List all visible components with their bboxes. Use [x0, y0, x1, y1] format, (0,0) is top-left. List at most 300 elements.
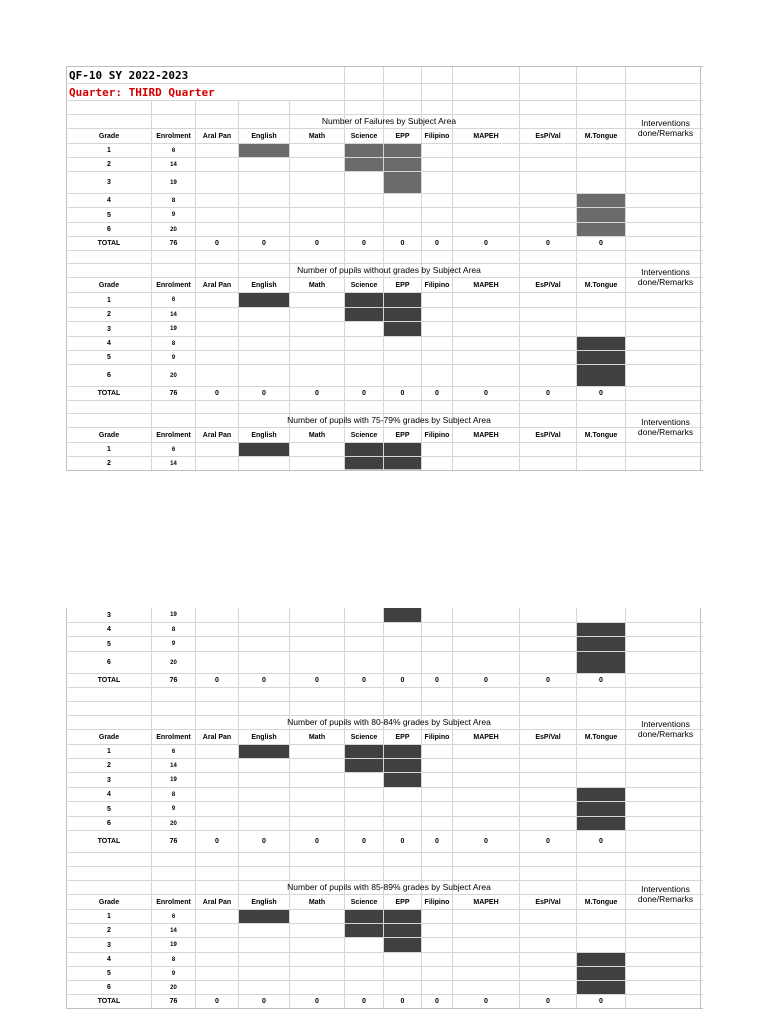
value-cell: [453, 365, 520, 386]
table-row: [66, 802, 703, 817]
value-cell: [239, 365, 290, 386]
value-cell: [239, 208, 290, 222]
subject-header: M.Tongue: [577, 730, 626, 744]
grade-cell: 5: [66, 967, 152, 980]
value-cell: [196, 194, 239, 207]
value-cell: [453, 817, 520, 830]
value-cell: [290, 144, 345, 157]
enrolment-cell: 8: [152, 337, 196, 350]
remarks-cell: [626, 652, 701, 673]
value-cell: [422, 365, 453, 386]
table-row: [66, 817, 703, 831]
enrolment-header: Enrolment: [152, 278, 196, 292]
report-page-2: [66, 608, 703, 1009]
total-value: 0: [384, 831, 422, 852]
enrolment-cell: 19: [152, 938, 196, 952]
remarks-cell: [626, 759, 701, 772]
value-cell: [345, 172, 384, 193]
value-cell: [345, 208, 384, 222]
grade-cell: 1: [66, 745, 152, 758]
value-cell: [520, 759, 577, 772]
total-row: [66, 237, 703, 251]
value-cell: [520, 337, 577, 350]
table-row: [66, 322, 703, 337]
value-cell: [384, 457, 422, 470]
value-cell: [290, 817, 345, 830]
enrolment-cell: 20: [152, 817, 196, 830]
grade-cell: 4: [66, 788, 152, 801]
value-cell: [196, 208, 239, 222]
interventions-label-line1: Interventions: [641, 719, 690, 729]
spacer-row: [66, 853, 703, 867]
value-cell: [453, 223, 520, 236]
grade-cell: 3: [66, 322, 152, 336]
spacer-row: [66, 401, 703, 414]
remarks-cell: [626, 817, 701, 830]
subject-header: Science: [345, 895, 384, 909]
value-cell: [384, 652, 422, 673]
remarks-cell: [626, 365, 701, 386]
value-cell: [453, 322, 520, 336]
subject-header: English: [239, 278, 290, 292]
value-cell: [422, 788, 453, 801]
table-row: [66, 158, 703, 172]
total-value: 0: [577, 995, 626, 1008]
enrolment-cell: 8: [152, 953, 196, 966]
value-cell: [345, 457, 384, 470]
value-cell: [422, 953, 453, 966]
total-value: 0: [345, 995, 384, 1008]
subject-header: Filipino: [422, 129, 453, 143]
total-label: TOTAL: [66, 237, 152, 250]
grade-cell: 4: [66, 194, 152, 207]
value-cell: [577, 194, 626, 207]
total-value: 0: [422, 237, 453, 250]
total-value: 0: [345, 237, 384, 250]
interventions-label-line1: Interventions: [641, 884, 690, 894]
value-cell: [196, 745, 239, 758]
subject-header: EPP: [384, 895, 422, 909]
table-row: [66, 608, 703, 623]
value-cell: [384, 967, 422, 980]
total-row: [66, 387, 703, 401]
value-cell: [577, 608, 626, 622]
value-cell: [196, 223, 239, 236]
total-value: 0: [453, 237, 520, 250]
value-cell: [453, 759, 520, 772]
table-row: [66, 759, 703, 773]
value-cell: [577, 637, 626, 651]
value-cell: [520, 788, 577, 801]
value-cell: [239, 351, 290, 364]
column-header-row: [66, 730, 703, 745]
value-cell: [453, 802, 520, 816]
value-cell: [453, 910, 520, 923]
total-value: 0: [239, 237, 290, 250]
total-value: 0: [384, 674, 422, 687]
table-row: [66, 337, 703, 351]
table-row: [66, 967, 703, 981]
enrolment-header: Enrolment: [152, 895, 196, 909]
value-cell: [520, 172, 577, 193]
interventions-label: [628, 417, 703, 437]
value-cell: [345, 817, 384, 830]
value-cell: [577, 759, 626, 772]
value-cell: [577, 817, 626, 830]
value-cell: [384, 938, 422, 952]
value-cell: [239, 652, 290, 673]
interventions-label: [628, 267, 703, 287]
value-cell: [239, 223, 290, 236]
value-cell: [290, 924, 345, 937]
grade-cell: 5: [66, 802, 152, 816]
value-cell: [196, 308, 239, 321]
table-row: [66, 953, 703, 967]
enrolment-cell: 14: [152, 308, 196, 321]
value-cell: [577, 652, 626, 673]
table-row: [66, 223, 703, 237]
value-cell: [290, 967, 345, 980]
remarks-cell: [626, 208, 701, 222]
value-cell: [196, 802, 239, 816]
value-cell: [422, 223, 453, 236]
value-cell: [520, 293, 577, 307]
value-cell: [577, 322, 626, 336]
interventions-label-line2: done/Remarks: [637, 729, 694, 739]
value-cell: [239, 308, 290, 321]
column-header-row: [66, 428, 703, 443]
value-cell: [345, 637, 384, 651]
subject-header: Aral Pan: [196, 730, 239, 744]
value-cell: [453, 953, 520, 966]
table-row: [66, 910, 703, 924]
total-value: 0: [239, 674, 290, 687]
grade-cell: 4: [66, 623, 152, 636]
subject-header: MAPEH: [453, 428, 520, 442]
total-value: 0: [577, 831, 626, 852]
grade-cell: 6: [66, 652, 152, 673]
value-cell: [453, 144, 520, 157]
grade-cell: 5: [66, 637, 152, 651]
total-value: 0: [384, 387, 422, 400]
value-cell: [453, 443, 520, 456]
value-cell: [239, 194, 290, 207]
enrolment-cell: 6: [152, 443, 196, 456]
remarks-cell: [626, 293, 701, 307]
document-title: QF-10 SY 2022-2023: [66, 67, 345, 83]
value-cell: [577, 172, 626, 193]
value-cell: [239, 337, 290, 350]
value-cell: [384, 924, 422, 937]
spacer-row: [66, 702, 703, 716]
total-value: 0: [520, 831, 577, 852]
value-cell: [384, 443, 422, 456]
value-cell: [422, 759, 453, 772]
total-value: 0: [520, 387, 577, 400]
enrolment-cell: 9: [152, 351, 196, 364]
value-cell: [239, 967, 290, 980]
value-cell: [345, 194, 384, 207]
value-cell: [239, 637, 290, 651]
value-cell: [290, 608, 345, 622]
subject-header: Filipino: [422, 428, 453, 442]
value-cell: [384, 322, 422, 336]
value-cell: [422, 194, 453, 207]
enrolment-cell: 6: [152, 745, 196, 758]
value-cell: [453, 967, 520, 980]
value-cell: [384, 158, 422, 171]
section-title: Number of pupils with 75-79% grades by Subject Area: [287, 415, 491, 425]
value-cell: [345, 938, 384, 952]
value-cell: [520, 194, 577, 207]
value-cell: [453, 981, 520, 994]
value-cell: [520, 938, 577, 952]
value-cell: [345, 802, 384, 816]
total-value: 0: [345, 674, 384, 687]
subject-header: MAPEH: [453, 895, 520, 909]
value-cell: [577, 337, 626, 350]
grade-cell: 3: [66, 608, 152, 622]
grade-cell: 4: [66, 953, 152, 966]
value-cell: [453, 351, 520, 364]
table-row: [66, 194, 703, 208]
value-cell: [290, 759, 345, 772]
value-cell: [290, 802, 345, 816]
value-cell: [384, 223, 422, 236]
value-cell: [290, 981, 345, 994]
value-cell: [422, 773, 453, 787]
subject-header: EPP: [384, 129, 422, 143]
value-cell: [577, 938, 626, 952]
value-cell: [384, 337, 422, 350]
value-cell: [345, 293, 384, 307]
total-value: 0: [384, 237, 422, 250]
value-cell: [577, 308, 626, 321]
value-cell: [577, 924, 626, 937]
subject-header: EPP: [384, 428, 422, 442]
value-cell: [453, 158, 520, 171]
total-enrolment: 76: [152, 674, 196, 687]
value-cell: [453, 337, 520, 350]
value-cell: [422, 308, 453, 321]
total-value: 0: [577, 237, 626, 250]
total-enrolment: 76: [152, 831, 196, 852]
total-value: 0: [196, 674, 239, 687]
interventions-label: [628, 719, 703, 739]
value-cell: [290, 443, 345, 456]
enrolment-cell: 9: [152, 637, 196, 651]
value-cell: [520, 967, 577, 980]
value-cell: [577, 144, 626, 157]
value-cell: [577, 623, 626, 636]
total-value: 0: [384, 995, 422, 1008]
value-cell: [345, 967, 384, 980]
interventions-label-line2: done/Remarks: [637, 427, 694, 437]
subject-header: EsP/Val: [520, 895, 577, 909]
value-cell: [453, 637, 520, 651]
value-cell: [384, 817, 422, 830]
remarks-cell: [626, 351, 701, 364]
subject-header: Aral Pan: [196, 278, 239, 292]
value-cell: [290, 308, 345, 321]
value-cell: [196, 773, 239, 787]
value-cell: [239, 623, 290, 636]
value-cell: [384, 608, 422, 622]
value-cell: [422, 208, 453, 222]
value-cell: [577, 223, 626, 236]
subject-header: English: [239, 730, 290, 744]
value-cell: [453, 652, 520, 673]
interventions-label-line2: done/Remarks: [637, 277, 694, 287]
subject-header: M.Tongue: [577, 278, 626, 292]
remarks-cell: [626, 910, 701, 923]
value-cell: [290, 322, 345, 336]
total-value: 0: [290, 674, 345, 687]
grade-cell: 1: [66, 144, 152, 157]
value-cell: [239, 788, 290, 801]
grade-cell: 5: [66, 351, 152, 364]
value-cell: [345, 759, 384, 772]
value-cell: [520, 817, 577, 830]
grade-header: Grade: [66, 278, 152, 292]
grade-cell: 2: [66, 308, 152, 321]
value-cell: [520, 924, 577, 937]
value-cell: [384, 637, 422, 651]
value-cell: [453, 457, 520, 470]
value-cell: [453, 293, 520, 307]
column-header-row: [66, 278, 703, 293]
value-cell: [384, 981, 422, 994]
total-value: 0: [577, 674, 626, 687]
table-row: [66, 351, 703, 365]
total-value: 0: [196, 387, 239, 400]
total-value: 0: [345, 831, 384, 852]
subject-header: M.Tongue: [577, 129, 626, 143]
total-value: 0: [422, 674, 453, 687]
total-label: TOTAL: [66, 387, 152, 400]
table-row: [66, 457, 703, 471]
value-cell: [422, 443, 453, 456]
value-cell: [345, 788, 384, 801]
value-cell: [577, 457, 626, 470]
table-row: [66, 981, 703, 995]
value-cell: [196, 759, 239, 772]
value-cell: [577, 351, 626, 364]
value-cell: [239, 172, 290, 193]
value-cell: [577, 208, 626, 222]
grade-cell: 2: [66, 457, 152, 470]
spacer-row: [66, 251, 703, 264]
value-cell: [196, 652, 239, 673]
value-cell: [345, 322, 384, 336]
enrolment-cell: 6: [152, 293, 196, 307]
table-row: [66, 637, 703, 652]
value-cell: [345, 158, 384, 171]
value-cell: [290, 457, 345, 470]
value-cell: [422, 967, 453, 980]
value-cell: [384, 788, 422, 801]
value-cell: [290, 773, 345, 787]
value-cell: [453, 773, 520, 787]
value-cell: [239, 759, 290, 772]
total-value: 0: [239, 387, 290, 400]
value-cell: [453, 194, 520, 207]
value-cell: [422, 351, 453, 364]
spacer-row: [66, 688, 703, 702]
value-cell: [290, 745, 345, 758]
value-cell: [422, 322, 453, 336]
remarks-cell: [626, 802, 701, 816]
value-cell: [196, 924, 239, 937]
value-cell: [196, 967, 239, 980]
value-cell: [453, 788, 520, 801]
subject-header: EPP: [384, 730, 422, 744]
value-cell: [290, 194, 345, 207]
table-row: [66, 773, 703, 788]
value-cell: [290, 910, 345, 923]
value-cell: [520, 608, 577, 622]
interventions-label-line2: done/Remarks: [637, 128, 694, 138]
value-cell: [384, 365, 422, 386]
total-value: 0: [422, 831, 453, 852]
subject-header: Science: [345, 129, 384, 143]
remarks-cell: [626, 308, 701, 321]
grade-cell: 2: [66, 924, 152, 937]
value-cell: [196, 144, 239, 157]
enrolment-header: Enrolment: [152, 730, 196, 744]
remarks-cell: [626, 337, 701, 350]
total-value: 0: [453, 387, 520, 400]
enrolment-cell: 14: [152, 158, 196, 171]
total-value: 0: [239, 995, 290, 1008]
total-row: [66, 831, 703, 853]
subject-header: EsP/Val: [520, 278, 577, 292]
value-cell: [577, 158, 626, 171]
total-value: 0: [453, 674, 520, 687]
remarks-cell: [626, 637, 701, 651]
value-cell: [577, 910, 626, 923]
grade-cell: 6: [66, 365, 152, 386]
subject-header: Science: [345, 428, 384, 442]
enrolment-cell: 14: [152, 759, 196, 772]
enrolment-cell: 20: [152, 652, 196, 673]
value-cell: [384, 194, 422, 207]
enrolment-cell: 8: [152, 788, 196, 801]
table-row: [66, 172, 703, 194]
subject-header: M.Tongue: [577, 895, 626, 909]
total-value: 0: [520, 674, 577, 687]
value-cell: [239, 322, 290, 336]
interventions-label-line1: Interventions: [641, 267, 690, 277]
value-cell: [345, 924, 384, 937]
value-cell: [520, 308, 577, 321]
value-cell: [384, 351, 422, 364]
value-cell: [196, 788, 239, 801]
value-cell: [196, 293, 239, 307]
total-value: 0: [290, 387, 345, 400]
report-page-1: [66, 66, 703, 471]
value-cell: [196, 817, 239, 830]
table-row: [66, 308, 703, 322]
total-value: 0: [520, 995, 577, 1008]
value-cell: [239, 158, 290, 171]
value-cell: [239, 773, 290, 787]
value-cell: [520, 910, 577, 923]
value-cell: [196, 623, 239, 636]
value-cell: [577, 773, 626, 787]
value-cell: [196, 637, 239, 651]
value-cell: [290, 953, 345, 966]
